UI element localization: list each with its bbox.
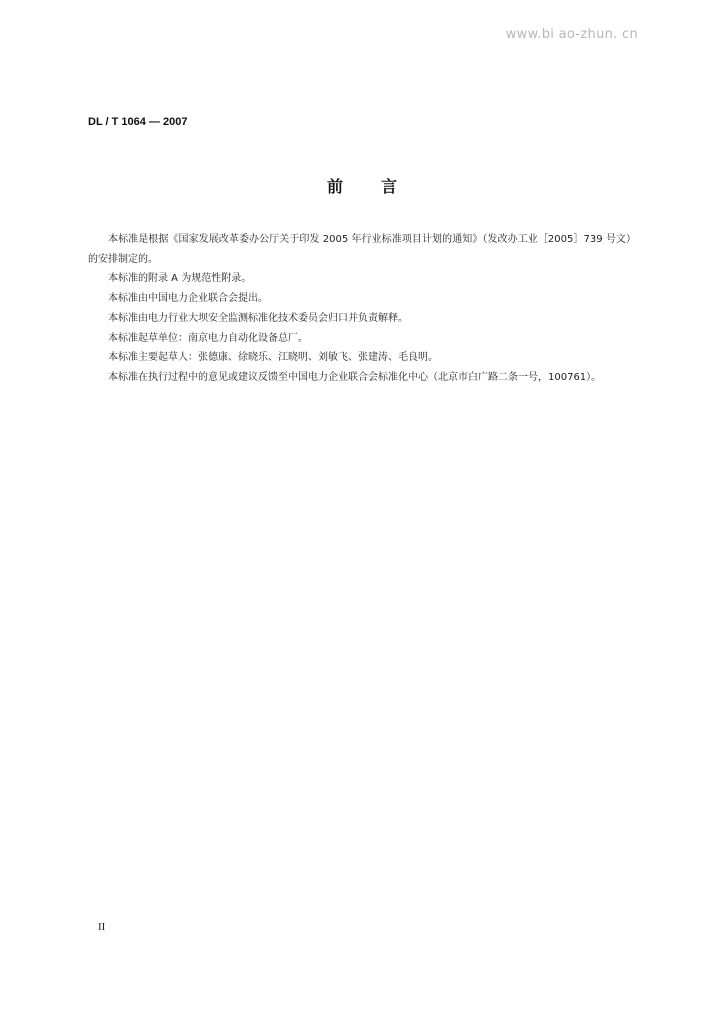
paragraph-drafters: 本标准主要起草人：张德康、徐晓乐、江晓明、刘敏飞、张建涛、毛良明。 — [108, 352, 438, 364]
page-title: 前言 — [326, 177, 435, 196]
paragraph-drafting-unit: 本标准起草单位：南京电力自动化设备总厂。 — [108, 332, 308, 344]
paragraph-proposer: 本标准由中国电力企业联合会提出。 — [108, 293, 268, 305]
paragraph-appendix: 本标准的附录 A 为规范性附录。 — [108, 273, 252, 285]
page-number: II — [98, 921, 106, 933]
paragraph-feedback: 本标准在执行过程中的意见或建议反馈至中国电力企业联合会标准化中心（北京市白广路二条一号，100761）。 — [108, 371, 602, 383]
paragraph-administration: 本标准由电力行业大坝安全监测标准化技术委员会归口并负责解释。 — [108, 312, 408, 324]
watermark: www.bi ao-zhun. cn — [505, 27, 638, 42]
document-number: DL / T 1064 — 2007 — [88, 116, 188, 128]
paragraph-basis: 本标准是根据《国家发展改革委办公厅关于印发 2005 年行业标准项目计划的通知》（发改办工业［2005］739 号文）的安排制定的。 — [88, 234, 636, 265]
foreword-body — [88, 230, 636, 388]
